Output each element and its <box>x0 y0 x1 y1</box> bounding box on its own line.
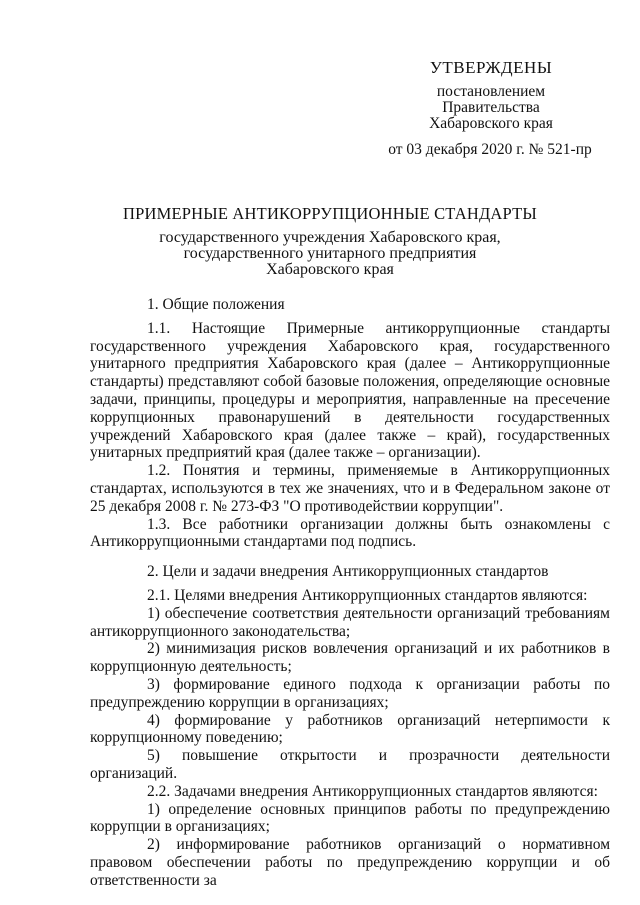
goal-item-2: 2) минимизация рисков вовлечения организаций и их работников в коррупционную деятельность; <box>90 640 610 676</box>
section-2-heading: 2. Цели и задачи внедрения Антикоррупционных стандартов <box>147 563 549 581</box>
task-item-1: 1) определение основных принципов работы по предупреждению коррупции в организациях; <box>90 800 610 836</box>
goal-item-5: 5) повышение открытости и прозрачности деятельности организаций. <box>90 747 610 782</box>
approval-line-3: Хабаровского края <box>429 115 553 132</box>
document-body <box>90 296 610 890</box>
approval-block <box>388 58 592 158</box>
paragraph-1-2: 1.2. Понятия и термины, применяемые в Антикоррупционных стандартах, используются в тех же значениях, что и в Федеральном законе от 25 декабря 2008 г. № 273-ФЗ "О противодействии коррупции". <box>90 462 610 515</box>
approval-line-2: Правительства <box>442 99 540 116</box>
paragraph-2-1: 2.1. Целями внедрения Антикоррупционных стандартов являются: <box>147 586 588 604</box>
title-sub-3: Хабаровского края <box>266 261 394 278</box>
approval-date: от 03 декабря 2020 г. № 521-пр <box>388 141 592 158</box>
approval-line-1: постановлением <box>436 83 546 100</box>
approval-heading: УТВЕРЖДЕНЫ <box>429 58 553 77</box>
paragraph-1-3: 1.3. Все работники организации должны быть ознакомлены с Антикоррупционными стандартами под подпись. <box>90 515 610 551</box>
title-sub-1: государственного учреждения Хабаровского края, <box>159 229 501 246</box>
paragraph-2-2: 2.2. Задачами внедрения Антикоррупционных стандартов являются: <box>147 782 598 800</box>
title-main: ПРИМЕРНЫЕ АНТИКОРРУПЦИОННЫЕ СТАНДАРТЫ <box>122 204 537 223</box>
title-sub-2: государственного унитарного предприятия <box>183 245 477 262</box>
goal-item-3: 3) формирование единого подхода к организации работы по предупреждению коррупции в организациях; <box>90 675 610 711</box>
goal-item-4: 4) формирование у работников организаций нетерпимости к коррупционному поведению; <box>90 711 610 747</box>
paragraph-1-1: 1.1. Настоящие Примерные антикоррупционные стандарты государственного учреждения Хабаровского края, государственного унитарного предприятия Хабаровского края (далее – Антикоррупционные стандарты) представляют собой базовые положения, определяющие основные задачи, принципы, процедуры и мероприятия, направленные на пресечение коррупционных правонарушений в деятельности государственных учреждений Хабаровского края (далее также – край), государственных унитарных предприятий края (далее также – организации). <box>90 319 610 462</box>
goal-item-1: 1) обеспечение соответствия деятельности организаций требованиям антикоррупционного законодательства; <box>90 604 610 640</box>
section-1-heading: 1. Общие положения <box>147 296 285 313</box>
document-title <box>40 206 620 278</box>
task-item-2: 2) информирование работников организаций о нормативном правовом обеспечении работы по предупреждению коррупции и об ответственности за <box>90 836 610 889</box>
